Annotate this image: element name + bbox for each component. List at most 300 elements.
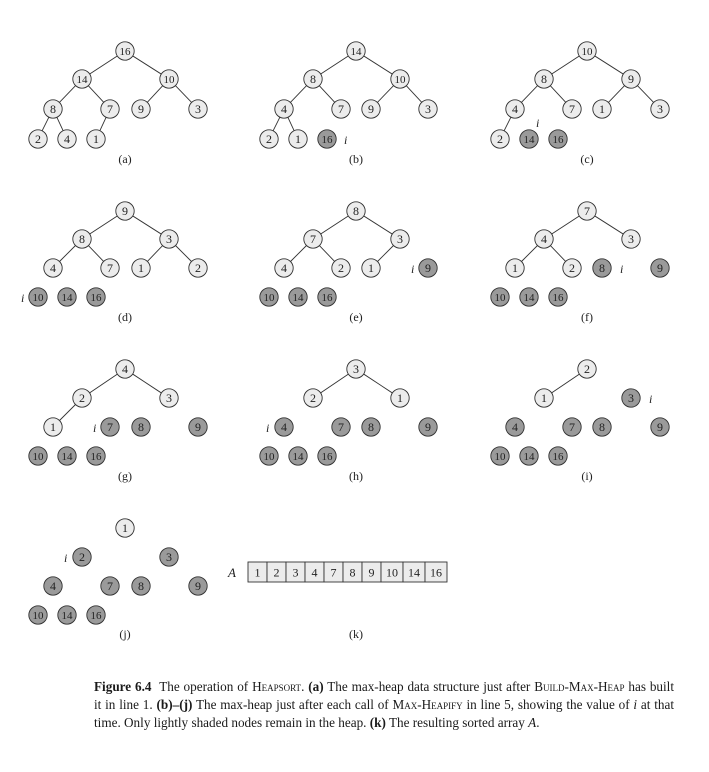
heap-node: [535, 70, 553, 88]
tree-edge: [321, 216, 349, 234]
node-key: 16: [552, 292, 564, 304]
caption-var-A: A: [528, 715, 537, 730]
node-key: 9: [657, 261, 663, 275]
heap-node: [73, 230, 91, 248]
sorted-array: [227, 562, 447, 641]
node-key: 3: [628, 391, 634, 405]
heap-node: [347, 42, 365, 60]
heap-node: [419, 100, 437, 118]
node-key: 14: [76, 74, 88, 86]
heap-node: [275, 259, 293, 277]
array-cell-value: 14: [408, 565, 420, 580]
heap-node: [549, 288, 567, 306]
node-key: 7: [310, 232, 316, 246]
heap-panel-d: [21, 202, 207, 324]
heap-node: [44, 259, 62, 277]
index-i-marker: i: [64, 551, 68, 565]
heap-node: [318, 288, 336, 306]
caption-ref-k: (k): [369, 715, 386, 730]
node-key: 8: [599, 261, 605, 275]
tree-edge: [42, 117, 49, 131]
heap-node: [332, 259, 350, 277]
heap-node: [189, 418, 207, 436]
caption-text: at that time. Only lightly shaded nodes remain in the heap.: [94, 697, 674, 730]
tree-edge: [364, 374, 393, 393]
tree-edge: [175, 86, 191, 103]
node-key: 1: [50, 420, 56, 434]
heap-node: [44, 100, 62, 118]
array-cell: [305, 562, 324, 582]
heap-node: [578, 202, 596, 220]
heap-node: [491, 288, 509, 306]
node-key: 16: [321, 451, 333, 463]
node-key: 10: [32, 451, 44, 463]
node-key: 8: [310, 72, 316, 86]
node-key: 9: [368, 102, 374, 116]
array-cell-value: 10: [386, 565, 398, 580]
heap-node: [304, 70, 322, 88]
heap-node: [520, 288, 538, 306]
tree-edge: [288, 117, 294, 130]
node-key: 1: [138, 261, 144, 275]
index-i-marker: i: [649, 392, 653, 406]
heap-node: [593, 259, 611, 277]
heap-node: [132, 577, 150, 595]
index-i-marker: i: [620, 262, 624, 276]
heap-node: [160, 548, 178, 566]
heap-node: [391, 389, 409, 407]
tree-edge: [57, 117, 63, 130]
node-key: 16: [321, 292, 333, 304]
array-cell: [343, 562, 362, 582]
tree-edge: [522, 246, 538, 262]
node-key: 10: [581, 46, 593, 58]
heap-node: [29, 606, 47, 624]
heap-node: [189, 100, 207, 118]
heap-node: [58, 288, 76, 306]
heap-node: [391, 70, 409, 88]
node-key: 10: [494, 451, 506, 463]
heap-node: [651, 259, 669, 277]
heap-panel-e: [260, 202, 437, 324]
tree-edge: [88, 246, 103, 262]
heap-node: [419, 418, 437, 436]
heap-node: [58, 606, 76, 624]
tree-edge: [88, 86, 103, 103]
heap-node: [73, 70, 91, 88]
node-key: 7: [584, 204, 590, 218]
heap-node: [275, 100, 293, 118]
array-cell: [362, 562, 381, 582]
node-key: 7: [107, 102, 113, 116]
tree-edge: [377, 86, 393, 103]
array-cell-value: 3: [292, 565, 299, 580]
node-key: 8: [353, 204, 359, 218]
node-key: 8: [138, 579, 144, 593]
heap-node: [101, 577, 119, 595]
node-key: 10: [163, 74, 175, 86]
heap-node: [362, 259, 380, 277]
tree-edge: [364, 56, 392, 74]
tree-edge: [595, 216, 623, 234]
heap-node: [87, 288, 105, 306]
heap-node: [87, 130, 105, 148]
caption-text: .: [301, 679, 309, 694]
node-key: 14: [61, 451, 73, 463]
tree-edge: [90, 216, 118, 234]
heap-node: [189, 259, 207, 277]
heap-panel-h: [260, 360, 437, 483]
tree-edge: [176, 246, 192, 262]
node-key: 3: [166, 550, 172, 564]
heap-node: [29, 130, 47, 148]
node-key: 14: [523, 451, 535, 463]
heap-node: [491, 447, 509, 465]
node-key: 2: [266, 132, 272, 146]
heap-node: [520, 447, 538, 465]
tree-edge: [552, 56, 580, 74]
heap-node: [275, 418, 293, 436]
heap-node: [563, 418, 581, 436]
node-key: 16: [90, 451, 102, 463]
heap-node: [563, 100, 581, 118]
node-key: 1: [512, 261, 518, 275]
tree-edge: [637, 86, 653, 103]
tree-edge: [595, 56, 623, 74]
heap-node: [29, 447, 47, 465]
heap-node: [260, 130, 278, 148]
tree-edge: [321, 56, 349, 74]
tree-edge: [90, 374, 118, 393]
node-key: 14: [292, 451, 304, 463]
node-key: 14: [523, 134, 535, 146]
tree-edge: [521, 86, 537, 103]
array-cell: [425, 562, 447, 582]
index-i-marker: i: [411, 262, 415, 276]
node-key: 9: [138, 102, 144, 116]
caption-ref-bj: (b)–(j): [156, 697, 193, 712]
tree-edge: [608, 86, 624, 103]
node-key: 2: [35, 132, 41, 146]
figure-caption: [94, 678, 674, 732]
node-key: 7: [107, 261, 113, 275]
heap-node: [58, 447, 76, 465]
node-key: 4: [50, 261, 56, 275]
node-key: 14: [61, 610, 73, 622]
caption-text: The max-heap just after each call of: [192, 697, 393, 712]
heap-node: [520, 130, 538, 148]
array-cell-value: 4: [311, 565, 318, 580]
node-key: 10: [263, 451, 275, 463]
heap-node: [622, 230, 640, 248]
array-cell: [403, 562, 425, 582]
tree-edge: [550, 86, 565, 103]
caption-ref-a: (a): [308, 679, 324, 694]
heap-node: [419, 259, 437, 277]
node-key: 1: [599, 102, 605, 116]
heap-node: [304, 389, 322, 407]
node-key: 2: [79, 391, 85, 405]
tree-edge: [290, 86, 306, 103]
caption-text: The operation of: [159, 679, 253, 694]
tree-edge: [100, 117, 106, 130]
heap-node: [101, 259, 119, 277]
index-i-marker: i: [266, 421, 270, 435]
heap-panel-a: [29, 42, 207, 166]
node-key: 10: [32, 292, 44, 304]
heap-node: [506, 100, 524, 118]
tree-edge: [552, 216, 580, 234]
node-key: 10: [494, 292, 506, 304]
heap-panel-i: [491, 360, 669, 483]
heap-node: [116, 360, 134, 378]
heap-node: [101, 418, 119, 436]
node-key: 9: [657, 420, 663, 434]
heap-panel-g: [29, 360, 207, 483]
heap-node: [260, 288, 278, 306]
node-key: 9: [425, 420, 431, 434]
tree-edge: [133, 216, 161, 234]
node-key: 9: [195, 420, 201, 434]
heap-node: [535, 230, 553, 248]
caption-build-max-heap: Build-Max-Heap: [534, 679, 625, 694]
caption-var-i: i: [633, 697, 638, 712]
array-cell-value: 9: [368, 565, 375, 580]
heap-node: [289, 447, 307, 465]
node-key: 8: [50, 102, 56, 116]
heap-node: [87, 447, 105, 465]
heap-node: [304, 230, 322, 248]
node-key: 1: [93, 132, 99, 146]
tree-edge: [147, 86, 162, 103]
array-cell-value: 8: [349, 565, 356, 580]
heap-node: [651, 418, 669, 436]
heap-node: [160, 389, 178, 407]
array-cell: [381, 562, 403, 582]
heap-panel-c: [491, 42, 669, 166]
node-key: 2: [584, 362, 590, 376]
tree-edge: [406, 86, 421, 103]
tree-edge: [90, 56, 118, 74]
tree-edge: [552, 374, 580, 393]
node-key: 7: [107, 420, 113, 434]
node-key: 8: [368, 420, 374, 434]
heap-node: [332, 418, 350, 436]
node-key: 3: [195, 102, 201, 116]
heap-node: [563, 259, 581, 277]
heap-panel-b: [260, 42, 437, 166]
heap-node: [29, 288, 47, 306]
node-key: 10: [32, 610, 44, 622]
node-key: 14: [350, 46, 362, 58]
heap-node: [362, 418, 380, 436]
array-cell-value: 1: [254, 565, 261, 580]
tree-edge: [550, 246, 565, 262]
array-name: A: [228, 565, 236, 580]
heap-node: [651, 100, 669, 118]
node-key: 16: [552, 134, 564, 146]
panel-label: (i): [581, 469, 593, 483]
node-key: 7: [338, 420, 344, 434]
heap-node: [132, 100, 150, 118]
tree-edge: [319, 86, 334, 103]
node-key: 2: [195, 261, 201, 275]
heap-node: [160, 70, 178, 88]
heap-node: [73, 389, 91, 407]
tree-edge: [291, 246, 307, 262]
tree-edge: [504, 117, 511, 131]
node-key: 3: [166, 232, 172, 246]
caption-text: in line 5, showing the value of: [462, 697, 634, 712]
node-key: 2: [79, 550, 85, 564]
heap-node: [289, 130, 307, 148]
node-key: 16: [90, 610, 102, 622]
node-key: 8: [138, 420, 144, 434]
heap-node: [44, 577, 62, 595]
tree-edge: [133, 56, 161, 74]
tree-edge: [60, 405, 76, 421]
caption-text: .: [536, 715, 540, 730]
node-key: 9: [195, 579, 201, 593]
caption-text: has built it in line 1.: [94, 679, 674, 712]
heap-node: [549, 447, 567, 465]
caption-text: The max-heap data structure just after: [323, 679, 535, 694]
caption-heapsort: Heapsort: [252, 679, 302, 694]
heap-node: [87, 606, 105, 624]
heap-node: [132, 418, 150, 436]
tree-edge: [133, 374, 162, 393]
node-key: 16: [552, 451, 564, 463]
node-key: 2: [338, 261, 344, 275]
array-cell: [267, 562, 286, 582]
array-cell-value: 7: [330, 565, 337, 580]
heap-node: [116, 42, 134, 60]
node-key: 7: [338, 102, 344, 116]
node-key: 9: [425, 261, 431, 275]
panel-label: (b): [349, 152, 363, 166]
tree-edge: [273, 117, 280, 131]
array-cell: [324, 562, 343, 582]
heap-node: [593, 418, 611, 436]
heap-node: [318, 447, 336, 465]
node-key: 4: [512, 420, 518, 434]
node-key: 4: [64, 132, 70, 146]
node-key: 2: [569, 261, 575, 275]
node-key: 4: [281, 420, 287, 434]
heap-node: [578, 360, 596, 378]
caption-max-heapify: Max-Heapify: [392, 697, 463, 712]
node-key: 4: [122, 362, 128, 376]
node-key: 1: [397, 391, 403, 405]
tree-edge: [59, 86, 75, 103]
array-cell: [248, 562, 267, 582]
heap-node: [101, 100, 119, 118]
node-key: 14: [523, 292, 535, 304]
node-key: 4: [281, 102, 287, 116]
heap-node: [549, 130, 567, 148]
panel-label: (k): [349, 627, 363, 641]
panel-label: (g): [118, 469, 132, 483]
node-key: 14: [292, 292, 304, 304]
node-key: 2: [310, 391, 316, 405]
node-key: 16: [119, 46, 131, 58]
heap-node: [44, 418, 62, 436]
node-key: 3: [166, 391, 172, 405]
node-key: 3: [657, 102, 663, 116]
node-key: 3: [628, 232, 634, 246]
heap-node: [391, 230, 409, 248]
node-key: 3: [353, 362, 359, 376]
panel-label: (h): [349, 469, 363, 483]
index-i-marker: i: [93, 421, 97, 435]
node-key: 7: [569, 420, 575, 434]
node-key: 8: [79, 232, 85, 246]
node-key: 1: [541, 391, 547, 405]
heap-node: [116, 519, 134, 537]
index-i-marker: i: [536, 116, 540, 130]
index-i-marker: i: [21, 291, 25, 305]
node-key: 2: [497, 132, 503, 146]
node-key: 3: [425, 102, 431, 116]
heap-node: [622, 70, 640, 88]
heap-node: [593, 100, 611, 118]
heap-node: [347, 202, 365, 220]
heap-node: [332, 100, 350, 118]
node-key: 9: [122, 204, 128, 218]
tree-edge: [319, 246, 334, 262]
heap-node: [132, 259, 150, 277]
heap-node: [506, 259, 524, 277]
tree-edge: [364, 216, 392, 234]
tree-edge: [147, 246, 162, 262]
node-key: 8: [541, 72, 547, 86]
node-key: 10: [263, 292, 275, 304]
node-key: 4: [541, 232, 547, 246]
panel-label: (a): [118, 152, 132, 166]
heap-node: [289, 288, 307, 306]
heap-panel-j: [29, 519, 207, 641]
array-cell-value: 2: [273, 565, 280, 580]
node-key: 4: [281, 261, 287, 275]
tree-edge: [60, 246, 76, 262]
array-cell-value: 16: [430, 565, 442, 580]
panel-label: (f): [581, 310, 593, 324]
node-key: 16: [321, 134, 333, 146]
node-key: 16: [90, 292, 102, 304]
tree-edge: [321, 374, 349, 393]
heap-node: [58, 130, 76, 148]
heap-panel-f: [491, 202, 669, 324]
heap-node: [260, 447, 278, 465]
heap-node: [491, 130, 509, 148]
node-key: 4: [50, 579, 56, 593]
panel-label: (e): [349, 310, 363, 324]
panel-label: (d): [118, 310, 132, 324]
node-key: 1: [368, 261, 374, 275]
heap-node: [160, 230, 178, 248]
panel-label: (j): [119, 627, 131, 641]
figure-number: Figure 6.4: [94, 679, 152, 694]
node-key: 1: [122, 521, 128, 535]
node-key: 7: [569, 102, 575, 116]
heap-node: [189, 577, 207, 595]
node-key: 1: [295, 132, 301, 146]
node-key: 4: [512, 102, 518, 116]
heap-node: [535, 389, 553, 407]
node-key: 10: [394, 74, 406, 86]
heap-node: [506, 418, 524, 436]
caption-text: The resulting sorted array: [385, 715, 529, 730]
